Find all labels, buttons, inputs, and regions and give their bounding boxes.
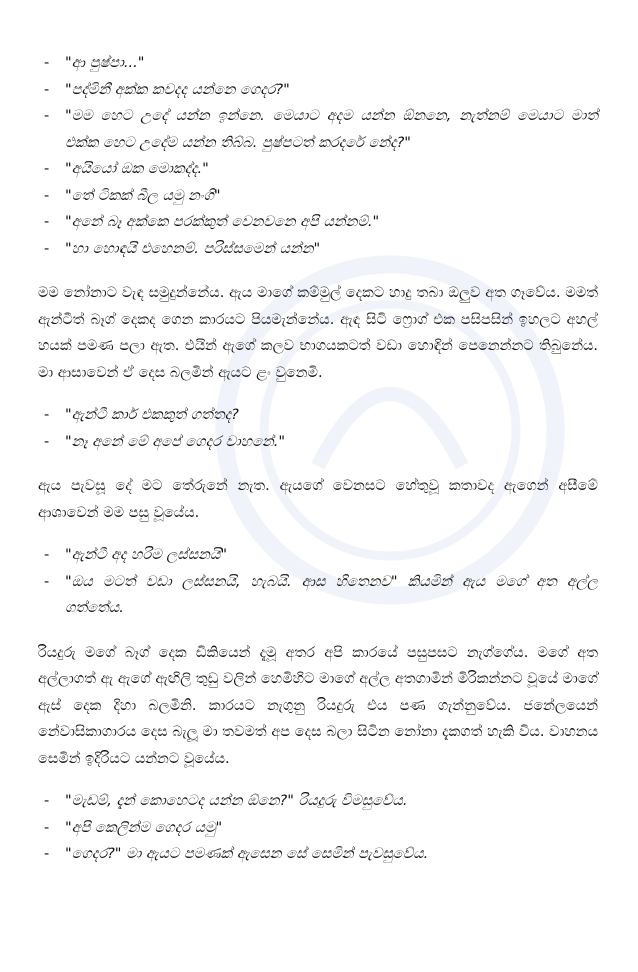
dialogue-text: "ඔය මටත් වඩා ලස්සනයි, හැබයි. ආස හිතෙනව" කියමින් ඇය මගේ අත අල්ල ගත්තේය. [65, 573, 598, 616]
dash-marker: - [44, 407, 50, 423]
dialogue-line [38, 236, 598, 263]
dialogue-text: "නෑ අනේ මේ අපේ ගෙදර වාහනේ." [65, 433, 286, 450]
dialogue-text: "හා හොඳයි එහෙනම්. පරිස්සමෙන් යන්න" [65, 240, 321, 257]
dialogue-line [38, 77, 598, 104]
dash-marker: - [44, 55, 50, 71]
dialogue-line [38, 569, 598, 622]
dash-marker: - [44, 793, 50, 809]
dash-marker: - [44, 573, 50, 590]
narrative-paragraph: රියදුරු මගේ බෑග් දෙක ඩිකියෙන් දැමූ අතර අපි කාරයේ පසුපසට නැග්ගේය. මගේ අත අල්ලාගත් ඇ ඇගේ ඇඟිලි තුඩු වලින් හෙමිහිට මාගේ අල්ල අතගාමින් මිරිකන්නට වූයේ මාගේ ඇස් දෙක දිහා බලමිනි. කාරයට නැගුනු රියදුරු එය පණ ගැන්නුවේය. ජනේලයෙන් නේවාසිකාගාරය දෙස බැලූ මා තවමත් අප දෙස බලා සිටින නෝනා දැකගත් හැකි විය. වාහනය සෙමින් ඉදිරියට යන්නට වූයේය. [38, 644, 598, 767]
dialogue-line [38, 183, 598, 210]
dialogue-block-2 [38, 402, 598, 455]
dialogue-block-3 [38, 542, 598, 622]
dialogue-text: "ගෙදර?" මා ඇයට පමණක් ඇසෙන සේ සෙමින් පැවසුවේය. [65, 846, 429, 862]
dialogue-text: "පද්මිනී අක්ක කවදද යන්නෙ ගෙදර?" [65, 81, 290, 98]
dash-marker: - [44, 846, 50, 862]
dialogue-line [38, 156, 598, 183]
dialogue-text: "ඇන්ටී කාර් එකකුත් ගත්තද? [65, 407, 239, 423]
dialogue-block-1 [38, 50, 598, 262]
dialogue-line [38, 209, 598, 236]
narrative-paragraph: ඇය පැවසූ දේ මට තේරුනේ නැත. ඇයගේ වෙනසට හේතුවූ කතාවද ඇගෙන් අසීමේ ආශාවෙන් මම පසු වූයේය. [38, 478, 598, 521]
dash-marker: - [44, 547, 50, 563]
dash-marker: - [44, 108, 50, 124]
dash-marker: - [44, 433, 50, 450]
dialogue-line [38, 402, 598, 429]
dash-marker: - [44, 161, 50, 177]
dialogue-text: "තේ ටිකක් බීල යමු නංගි" [65, 187, 221, 204]
dialogue-text: "අයියෝ ඔක මොකද්ද." [65, 161, 209, 177]
dash-marker: - [44, 819, 50, 836]
dialogue-line [38, 542, 598, 569]
narrative-paragraph: මම නෝනාට වැඳ සමුදුන්නේය. ඇය මාගේ කම්මුල් දෙකට හාදු තබා ඔලුව අත ගෑවේය. මමත් ඇන්ටීත් බෑග් දෙකද ගෙන කාරයට පියමැන්නේය. ඇඳ සිටි ෆ්‍රොග් එක පසිපසින් ඉහලට අහල් හයක් පමණ පලා ඇත. එයින් ඇගේ කලව භාගයකටත් වඩා හොඳින් පෙනෙන්නට තිබුනේය. මා ආසාවෙන් ඒ දෙස බලමින් ඇයට ළං වුනෙමි. [38, 285, 598, 381]
dash-marker: - [44, 240, 50, 257]
dialogue-text: "ඇන්ටී අද හරිම ලස්සනයි" [65, 547, 228, 563]
dialogue-block-4 [38, 788, 598, 868]
dialogue-text: "මැඩම්, දැන් කොහෙටද යන්න ඕනෙ?" රියදුරු විමසුවේය. [65, 793, 408, 809]
dialogue-line [38, 50, 598, 77]
dialogue-text: "අනේ බෑ අක්කෙ පරක්කුත් වෙනවනෙ අපි යන්නම්." [65, 214, 380, 230]
dialogue-text: "අපි කෙලින්ම ගෙදර යමු" [65, 819, 223, 836]
dash-marker: - [44, 187, 50, 204]
dialogue-text: "මම හෙට උදේ යන්න ඉන්නෙ. මෙයාට අදම යන්න ඕනනෙ, නැත්නම් මෙයාට මාත් එක්ක හෙට උදේම යන්න තිබ්බ. පුෂ්පටත් කරදරේ නේද?" [65, 108, 598, 151]
dash-marker: - [44, 81, 50, 98]
dialogue-text: "ආ පුෂ්පා..." [65, 55, 145, 71]
dialogue-line [38, 788, 598, 815]
dialogue-line [38, 815, 598, 842]
dialogue-line [38, 429, 598, 456]
dialogue-line [38, 103, 598, 156]
dialogue-line [38, 841, 598, 868]
dash-marker: - [44, 214, 50, 230]
